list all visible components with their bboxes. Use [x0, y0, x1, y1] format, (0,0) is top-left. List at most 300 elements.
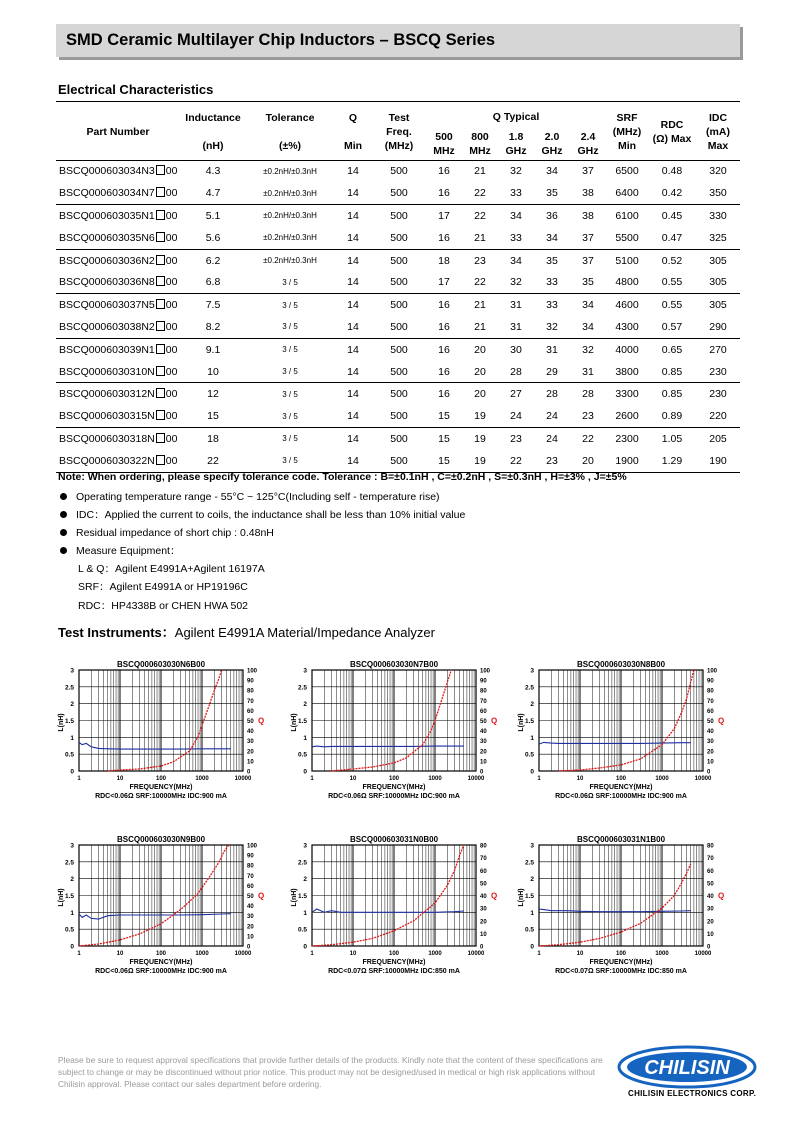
chart-caption: RDC<0.06Ω SRF:10000MHz IDC:900 mA: [555, 793, 687, 800]
y2-tick-label: 30: [707, 739, 714, 746]
cell-q2: 20: [474, 388, 486, 401]
cell-q1: 16: [438, 388, 450, 401]
chart-caption: RDC<0.06Ω SRF:10000MHz IDC:900 mA: [95, 968, 227, 975]
cell-q1: 16: [438, 187, 450, 200]
cell-q: 14: [347, 299, 359, 312]
cell-f: 500: [390, 388, 408, 401]
y2-tick-label: 40: [480, 729, 487, 736]
x-axis-label: FREQUENCY(MHz): [362, 784, 426, 791]
chart-title: BSCQ000603030N7B00: [349, 660, 439, 669]
y-tick-label: 2: [70, 701, 74, 709]
cell-q3: 31: [510, 320, 522, 333]
cell-q5: 38: [582, 187, 594, 200]
chart-caption: RDC<0.07Ω SRF:10000MHz IDC:850 mA: [555, 968, 687, 975]
y2-tick-label: 10: [247, 934, 254, 941]
cell-f: 500: [390, 231, 408, 244]
table-row: [56, 227, 740, 249]
y2-tick-label: 60: [707, 708, 714, 715]
cell-srf: 2600: [615, 410, 639, 423]
x-tick-label: 1000: [195, 951, 209, 957]
y2-tick-label: 50: [707, 881, 714, 888]
cell-idc: 305: [709, 276, 727, 289]
cell-q5: 32: [582, 343, 594, 356]
part-number-cell: BSCQ000603039N1 00: [59, 343, 178, 356]
y2-tick-label: 60: [480, 868, 487, 875]
company-name: CHILISIN ELECTRONICS CORP.: [628, 1089, 757, 1098]
cell-tol: 3 / 5: [282, 434, 298, 444]
cell-q: 14: [347, 343, 359, 356]
y2-tick-label: 20: [247, 749, 254, 756]
x-tick-label: 10000: [234, 951, 252, 957]
cell-rdc: 1.29: [661, 454, 683, 467]
y2-tick-label: 60: [247, 883, 254, 890]
y2-tick-label: 80: [247, 863, 254, 870]
y-tick-label: 1: [303, 909, 307, 917]
y2-tick-label: 70: [707, 856, 714, 863]
cell-q2: 22: [474, 187, 486, 200]
cell-q3: 31: [510, 299, 522, 312]
y-tick-label: 3: [70, 842, 74, 850]
cell-q: 14: [347, 165, 359, 178]
x-tick-label: 100: [388, 951, 400, 957]
part-number-cell: BSCQ0006030315N 00: [59, 410, 178, 423]
bullet-icon: [60, 529, 67, 536]
bullet-icon: [60, 493, 67, 500]
y2-tick-label: 40: [707, 894, 714, 900]
chart-title: BSCQ000603030N9B00: [116, 835, 206, 844]
page-title: SMD Ceramic Multilayer Chip Inductors – BSCQ Series: [66, 31, 496, 49]
cell-q3: 34: [510, 209, 522, 222]
x-tick-label: 1000: [195, 776, 209, 782]
cell-idc: 350: [709, 187, 727, 200]
y-axis-label: L(nH): [518, 888, 525, 907]
y-tick-label: 2: [530, 701, 534, 709]
cell-idc: 230: [709, 388, 727, 401]
cell-q3: 32: [510, 165, 522, 178]
cell-q: 14: [347, 187, 359, 200]
y2-tick-label: 0: [480, 769, 484, 776]
list-item: Operating temperature range - 55°C ~ 125°C(Including self - temperature rise): [58, 488, 465, 506]
table-row: [56, 205, 740, 227]
header-q-min: Q Min: [343, 111, 363, 152]
x-tick-label: 100: [155, 951, 167, 957]
part-number-cell: BSCQ0006030318N 00: [59, 432, 178, 445]
y-axis-label: L(nH): [291, 888, 298, 907]
x-tick-label: 10: [576, 951, 584, 957]
part-number-cell: BSCQ000603036N8 00: [59, 276, 178, 289]
cell-f: 500: [390, 320, 408, 333]
y2-tick-label: 20: [707, 919, 714, 926]
cell-tol: ±0.2nH/±0.3nH: [263, 211, 317, 221]
cell-q3: 24: [510, 410, 522, 423]
y2-tick-label: 0: [247, 944, 251, 951]
cell-idc: 320: [709, 165, 727, 178]
y2-tick-label: 30: [247, 739, 254, 746]
cell-q: 14: [347, 276, 359, 289]
y-axis-label: L(nH): [518, 713, 525, 732]
x-tick-label: 10: [116, 776, 124, 782]
y2-tick-label: 30: [480, 906, 487, 913]
cell-q4: 23: [546, 454, 558, 467]
y-tick-label: 0: [530, 768, 534, 776]
chart-title: BSCQ000603031N1B00: [576, 835, 666, 844]
cell-idc: 205: [709, 432, 727, 445]
cell-q1: 17: [438, 276, 450, 289]
cell-tol: ±0.2nH/±0.3nH: [263, 233, 317, 243]
x-tick-label: 10000: [467, 951, 485, 957]
cell-q4: 31: [546, 343, 558, 356]
y-tick-label: 0.5: [64, 926, 74, 934]
cell-q5: 38: [582, 209, 594, 222]
part-number-cell: BSCQ000603035N1 00: [59, 209, 178, 222]
y2-tick-label: 10: [480, 931, 487, 938]
y-axis-label: L(nH): [58, 713, 65, 732]
part-number-cell: BSCQ000603038N2 00: [59, 320, 178, 333]
y2-tick-label: 100: [247, 668, 258, 675]
cell-q3: 22: [510, 454, 522, 467]
x-tick-label: 1000: [428, 776, 442, 782]
header-q-typical: Q Typical: [492, 110, 540, 123]
y-tick-label: 1.5: [524, 893, 534, 900]
cell-q3: 27: [510, 388, 522, 401]
y2-tick-label: 90: [707, 678, 714, 685]
x-tick-label: 10000: [694, 776, 712, 782]
cell-l: 5.1: [205, 209, 221, 222]
cell-q: 14: [347, 432, 359, 445]
y-tick-label: 2.5: [297, 859, 307, 867]
cell-rdc: 0.57: [661, 320, 683, 333]
code-box-icon: [156, 344, 165, 354]
chart-svg: [512, 656, 732, 804]
cell-f: 500: [390, 343, 408, 356]
code-box-icon: [156, 321, 165, 331]
cell-q4: 28: [546, 388, 558, 401]
y2-tick-label: 10: [247, 759, 254, 766]
y-tick-label: 0.5: [297, 751, 307, 759]
header-q-800mhz: 800 MHz: [469, 130, 491, 157]
cell-tol: ±0.2nH/±0.3nH: [263, 256, 317, 266]
cell-q1: 16: [438, 320, 450, 333]
cell-f: 500: [390, 276, 408, 289]
cell-q1: 16: [438, 365, 450, 378]
cell-q5: 37: [582, 254, 594, 267]
cell-f: 500: [390, 165, 408, 178]
y-tick-label: 1: [70, 734, 74, 742]
x-tick-label: 100: [155, 776, 167, 782]
header-test-freq: Test Freq. (MHz): [384, 111, 414, 152]
cell-q2: 22: [474, 209, 486, 222]
cell-q: 14: [347, 231, 359, 244]
y2-tick-label: 0: [707, 769, 711, 776]
y2-tick-label: 50: [707, 719, 714, 725]
chart-1n1: [512, 831, 732, 976]
cell-q1: 15: [438, 410, 450, 423]
y-tick-label: 2.5: [64, 859, 74, 867]
y-tick-label: 3: [530, 667, 534, 675]
code-box-icon: [156, 455, 165, 465]
y-tick-label: 3: [303, 842, 307, 850]
y2-tick-label: 70: [247, 873, 254, 880]
y-tick-label: 2.5: [524, 684, 534, 692]
y2-tick-label: 50: [247, 719, 254, 725]
y2-tick-label: 70: [707, 698, 714, 705]
cell-rdc: 0.55: [661, 299, 683, 312]
cell-q2: 21: [474, 231, 486, 244]
code-box-icon: [156, 232, 165, 242]
cell-l: 6.2: [205, 254, 221, 267]
y-tick-label: 3: [303, 667, 307, 675]
cell-q: 14: [347, 410, 359, 423]
header-tolerance: Tolerance (±%): [265, 111, 315, 152]
notes-list: [58, 488, 465, 615]
cell-srf: 6100: [615, 209, 639, 222]
code-box-icon: [156, 410, 165, 420]
cell-srf: 4800: [615, 276, 639, 289]
x-tick-label: 10: [116, 951, 124, 957]
chart-n7: [285, 656, 505, 801]
x-tick-label: 10: [349, 951, 357, 957]
cell-q3: 30: [510, 343, 522, 356]
y-tick-label: 1.5: [297, 893, 307, 900]
part-number-cell: BSCQ000603034N7 00: [59, 187, 178, 200]
y-tick-label: 1.5: [524, 718, 534, 725]
header-idc: IDC (mA) Max: [706, 111, 730, 152]
cell-q5: 37: [582, 165, 594, 178]
y2-tick-label: 50: [480, 719, 487, 725]
cell-idc: 220: [709, 410, 727, 423]
cell-f: 500: [390, 365, 408, 378]
cell-l: 4.3: [205, 165, 221, 178]
y-tick-label: 1: [530, 909, 534, 917]
x-tick-label: 1000: [428, 951, 442, 957]
y-axis-label: L(nH): [291, 713, 298, 732]
cell-q3: 34: [510, 254, 522, 267]
x-axis-label: FREQUENCY(MHz): [589, 959, 653, 966]
y2-tick-label: 70: [480, 856, 487, 863]
cell-tol: 3 / 5: [282, 277, 298, 287]
code-box-icon: [156, 433, 165, 443]
chart-svg: [285, 656, 505, 804]
y2-tick-label: 90: [480, 678, 487, 685]
code-box-icon: [156, 187, 165, 197]
cell-srf: 6500: [615, 165, 639, 178]
cell-rdc: 0.85: [661, 388, 683, 401]
table-row: [56, 160, 740, 182]
cell-idc: 290: [709, 320, 727, 333]
x-tick-label: 10: [576, 776, 584, 782]
table-row: [56, 249, 740, 271]
cell-tol: 3 / 5: [282, 367, 298, 377]
x-axis-label: FREQUENCY(MHz): [589, 784, 653, 791]
table-row: [56, 361, 740, 383]
x-tick-label: 100: [615, 776, 627, 782]
cell-l: 18: [207, 432, 219, 445]
cell-q2: 19: [474, 454, 486, 467]
cell-q2: 22: [474, 276, 486, 289]
cell-q4: 35: [546, 187, 558, 200]
cell-q: 14: [347, 320, 359, 333]
cell-q4: 34: [546, 165, 558, 178]
cell-q2: 20: [474, 365, 486, 378]
y2-tick-label: 100: [707, 668, 718, 675]
chart-caption: RDC<0.06Ω SRF:10000MHz IDC:900 mA: [328, 793, 460, 800]
equipment-item: L & Q：Agilent E4991A+Agilent 16197A: [78, 563, 265, 576]
y2-tick-label: 20: [707, 749, 714, 756]
part-number-cell: BSCQ000603035N6 00: [59, 231, 178, 244]
y2-tick-label: 50: [247, 894, 254, 900]
cell-f: 500: [390, 432, 408, 445]
cell-q4: 24: [546, 410, 558, 423]
chart-title: BSCQ000603030N8B00: [576, 660, 666, 669]
cell-srf: 3300: [615, 388, 639, 401]
cell-q4: 32: [546, 320, 558, 333]
y2-tick-label: 30: [707, 906, 714, 913]
y-tick-label: 1.5: [297, 718, 307, 725]
y2-tick-label: 80: [707, 843, 714, 850]
y2-tick-label: 20: [247, 924, 254, 931]
chart-n8: [512, 656, 732, 801]
y-tick-label: 0.5: [297, 926, 307, 934]
chart-svg: [285, 831, 505, 979]
cell-tol: 3 / 5: [282, 389, 298, 399]
y-axis-label: L(nH): [58, 888, 65, 907]
cell-q1: 16: [438, 231, 450, 244]
y-tick-label: 2.5: [297, 684, 307, 692]
cell-tol: 3 / 5: [282, 345, 298, 355]
y-tick-label: 0.5: [64, 751, 74, 759]
equipment-item: SRF：Agilent E4991A or HP19196C: [78, 581, 248, 594]
y2-tick-label: 0: [707, 944, 711, 951]
cell-rdc: 0.89: [661, 410, 683, 423]
y-tick-label: 0: [70, 943, 74, 951]
bullet-icon: [60, 511, 67, 518]
cell-srf: 6400: [615, 187, 639, 200]
list-item: Residual impedance of short chip : 0.48nH: [58, 524, 465, 542]
x-tick-label: 100: [615, 951, 627, 957]
cell-l: 4.7: [205, 187, 221, 200]
chart-svg: [52, 831, 272, 979]
y-tick-label: 0: [303, 943, 307, 951]
y-tick-label: 0.5: [524, 751, 534, 759]
cell-idc: 330: [709, 209, 727, 222]
cell-rdc: 1.05: [661, 432, 683, 445]
cell-q2: 20: [474, 343, 486, 356]
table-row: [56, 316, 740, 338]
x-tick-label: 1: [310, 951, 314, 957]
cell-q2: 19: [474, 410, 486, 423]
cell-l: 9.1: [205, 343, 221, 356]
cell-rdc: 0.42: [661, 187, 683, 200]
table-row: [56, 405, 740, 427]
cell-q5: 28: [582, 388, 594, 401]
code-box-icon: [156, 388, 165, 398]
cell-tol: 3 / 5: [282, 322, 298, 332]
cell-srf: 3800: [615, 365, 639, 378]
y2-tick-label: 70: [247, 698, 254, 705]
x-tick-label: 1000: [655, 776, 669, 782]
equipment-item: RDC：HP4338B or CHEN HWA 502: [78, 599, 248, 612]
part-number-cell: BSCQ000603034N3 00: [59, 165, 178, 178]
x-axis-label: FREQUENCY(MHz): [129, 959, 193, 966]
y2-tick-label: 40: [480, 894, 487, 900]
y-tick-label: 1: [70, 909, 74, 917]
chart-caption: RDC<0.07Ω SRF:10000MHz IDC:850 mA: [328, 968, 460, 975]
x-tick-label: 10000: [234, 776, 252, 782]
cell-idc: 190: [709, 454, 727, 467]
y2-tick-label: 80: [247, 688, 254, 695]
part-number-cell: BSCQ0006030322N 00: [59, 454, 178, 467]
test-instruments: Test Instruments：Agilent E4991A Material/Impedance Analyzer: [58, 625, 435, 640]
y-tick-label: 2: [303, 876, 307, 884]
part-number-cell: BSCQ000603036N2 00: [59, 254, 178, 267]
cell-q4: 35: [546, 254, 558, 267]
x-tick-label: 100: [388, 776, 400, 782]
chart-title: BSCQ000603030N6B00: [116, 660, 206, 669]
table-row: [56, 182, 740, 204]
cell-l: 10: [207, 365, 219, 378]
cell-q4: 34: [546, 231, 558, 244]
cell-q1: 16: [438, 165, 450, 178]
y2-axis-label: Q: [491, 716, 498, 726]
cell-q4: 24: [546, 432, 558, 445]
x-tick-label: 10000: [694, 951, 712, 957]
cell-q5: 34: [582, 320, 594, 333]
cell-q3: 33: [510, 187, 522, 200]
x-tick-label: 10: [349, 776, 357, 782]
cell-idc: 305: [709, 299, 727, 312]
chart-title: BSCQ000603031N0B00: [349, 835, 439, 844]
cell-q4: 29: [546, 365, 558, 378]
y-tick-label: 1: [303, 734, 307, 742]
y2-tick-label: 100: [247, 843, 258, 850]
chart-caption: RDC<0.06Ω SRF:10000MHz IDC:900 mA: [95, 793, 227, 800]
header-q-2-4ghz: 2.4 GHz: [577, 130, 599, 157]
x-axis-label: FREQUENCY(MHz): [129, 784, 193, 791]
table-row: [56, 383, 740, 405]
cell-q: 14: [347, 365, 359, 378]
cell-q4: 36: [546, 209, 558, 222]
cell-rdc: 0.47: [661, 231, 683, 244]
y-tick-label: 0: [530, 943, 534, 951]
header-q-500mhz: 500 MHz: [433, 130, 455, 157]
cell-q5: 22: [582, 432, 594, 445]
cell-tol: ±0.2nH/±0.3nH: [263, 188, 317, 198]
y2-axis-label: Q: [491, 891, 498, 901]
cell-q5: 20: [582, 454, 594, 467]
x-tick-label: 1: [537, 951, 541, 957]
title-banner: [56, 24, 740, 57]
cell-f: 500: [390, 454, 408, 467]
header-rdc: RDC (Ω) Max: [652, 118, 692, 145]
cell-srf: 4600: [615, 299, 639, 312]
y-tick-label: 1: [530, 734, 534, 742]
y-tick-label: 2: [303, 701, 307, 709]
x-tick-label: 1: [310, 776, 314, 782]
y-tick-label: 0.5: [524, 926, 534, 934]
logo-text: CHILISIN: [644, 1057, 730, 1079]
cell-q3: 28: [510, 365, 522, 378]
code-box-icon: [156, 366, 165, 376]
cell-q: 14: [347, 388, 359, 401]
chart-1n0: [285, 831, 505, 976]
y2-axis-label: Q: [718, 716, 725, 726]
cell-rdc: 0.52: [661, 254, 683, 267]
cell-f: 500: [390, 209, 408, 222]
y-tick-label: 2.5: [524, 859, 534, 867]
cell-srf: 4300: [615, 320, 639, 333]
cell-l: 22: [207, 454, 219, 467]
cell-rdc: 0.45: [661, 209, 683, 222]
